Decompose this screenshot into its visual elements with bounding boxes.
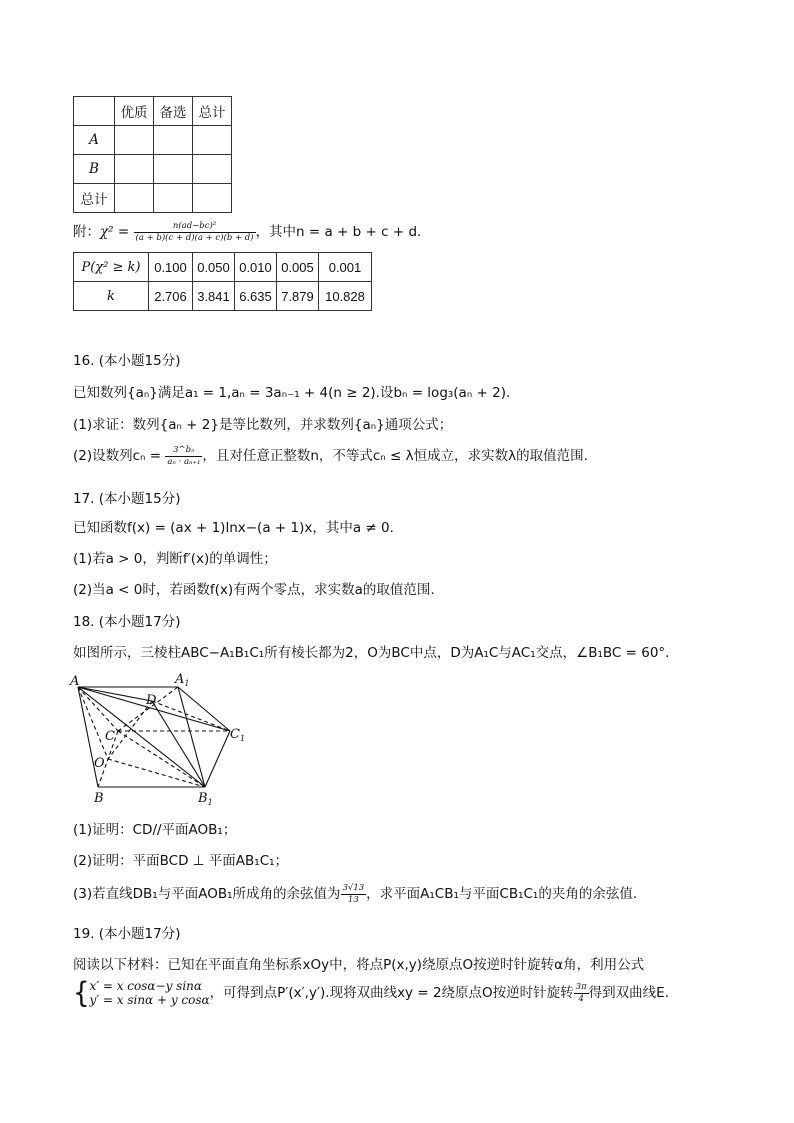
table-cell <box>115 126 154 155</box>
hidden-DC1 <box>152 701 230 731</box>
table-cell: B <box>74 155 115 184</box>
table-cell: 7.879 <box>277 282 319 311</box>
table-cell: 备选 <box>154 97 193 126</box>
table-cell <box>115 155 154 184</box>
edge-AB <box>78 687 98 787</box>
rotation-system <box>90 979 210 1007</box>
label-A1: $A_1$ <box>175 672 190 688</box>
edge-A1C1 <box>178 687 230 731</box>
table-cell <box>154 184 193 213</box>
segment-AB1 <box>78 687 205 787</box>
q19-fraction <box>574 982 589 1005</box>
table-cell: 0.010 <box>235 253 277 282</box>
table-row <box>74 155 232 184</box>
table-cell: 总计 <box>74 184 115 213</box>
table-cell <box>193 126 232 155</box>
q18-fraction <box>341 883 367 906</box>
table-cell <box>154 126 193 155</box>
fraction-numerator: n(ad−bc)² <box>134 221 256 233</box>
chi-square-lhs: χ² = <box>100 224 130 240</box>
table-cell <box>74 97 115 126</box>
q19-stem: 阅读以下材料：已知在平面直角坐标系xOy中，将点P(x,y)绕原点O按逆时针旋转α角，利用公式 <box>73 957 645 973</box>
brace-icon: { <box>73 976 90 1010</box>
q16-part2-suffix: ，且对任意正整数n，不等式cₙ ≤ λ恒成立，求实数λ的取值范围. <box>202 448 588 464</box>
table-cell: 10.828 <box>319 282 372 311</box>
label-D: D <box>146 693 157 708</box>
label-B: B <box>94 791 104 806</box>
contingency-table <box>73 96 232 213</box>
table-cell: 0.050 <box>193 253 235 282</box>
table-cell: 总计 <box>193 97 232 126</box>
q18-header: 18. (本小题17分) <box>73 614 181 630</box>
appendix-formula <box>73 220 421 244</box>
q19-tail-prefix: ，可得到点P′(x′,y′).现将双曲线xy = 2绕原点O按逆时针旋转 <box>209 985 574 1001</box>
q19-formula <box>73 976 669 1010</box>
q18-part3-prefix: (3)若直线DB₁与平面AOB₁所成角的余弦值为 <box>73 886 341 902</box>
prism-figure <box>68 668 258 810</box>
label-O: O <box>94 756 105 771</box>
segment-DB1 <box>152 701 205 787</box>
label-A: A <box>70 674 80 689</box>
hidden-AO <box>78 687 108 759</box>
q16-part2-prefix: (2)设数列cₙ = <box>73 448 162 464</box>
table-row <box>74 282 372 311</box>
q16-header: 16. (本小题15分) <box>73 353 181 369</box>
q19-tail-suffix: 得到双曲线E. <box>588 985 669 1001</box>
q18-stem: 如图所示，三棱柱ABC−A₁B₁C₁所有棱长都为2，O为BC中点，D为A₁C与AC₁交点，∠B₁BC = 60°. <box>73 645 670 661</box>
q16-part2 <box>73 444 588 468</box>
table-cell <box>154 155 193 184</box>
q18-part1: (1)证明：CD//平面AOB₁； <box>73 822 237 838</box>
table-cell: A <box>74 126 115 155</box>
fraction-numerator: 3^bₙ <box>165 445 202 457</box>
label-C: C <box>105 729 115 744</box>
q18-part3-suffix: ，求平面A₁CB₁与平面CB₁C₁的夹角的余弦值. <box>366 886 638 902</box>
fraction-numerator: 3π <box>575 981 587 992</box>
critical-value-table <box>73 252 372 311</box>
edge-C1B1 <box>205 731 230 787</box>
q16-stem: 已知数列{aₙ}满足a₁ = 1,aₙ = 3aₙ₋₁ + 4(n ≥ 2).设bₙ = log₃(aₙ + 2). <box>73 385 511 401</box>
table-cell: 0.100 <box>149 253 193 282</box>
fraction-denominator: 4 <box>578 993 584 1004</box>
edge-A1B1 <box>178 687 205 787</box>
table-cell: k <box>74 282 149 311</box>
table-cell: P(χ² ≥ k) <box>74 253 149 282</box>
table-cell <box>115 184 154 213</box>
fraction-denominator: 13 <box>347 894 359 905</box>
table-cell: 3.841 <box>193 282 235 311</box>
q18-part2: (2)证明：平面BCD ⊥ 平面AB₁C₁； <box>73 853 289 869</box>
q16-fraction <box>165 445 202 468</box>
rotation-eq2: y′ = x sinα + y cosα <box>89 993 210 1007</box>
q19-header: 19. (本小题17分) <box>73 926 181 942</box>
fraction-denominator: (a + b)(c + d)(a + c)(b + d) <box>135 232 254 243</box>
table-cell: 0.005 <box>277 253 319 282</box>
appendix-tail: ，其中n = a + b + c + d. <box>255 224 422 240</box>
table-header-row <box>74 97 232 126</box>
rotation-eq1: x′ = x cosα−y sinα <box>89 979 202 993</box>
q17-part1: (1)若a > 0，判断f′(x)的单调性； <box>73 551 277 567</box>
q16-part1: (1)求证：数列{aₙ + 2}是等比数列，并求数列{aₙ}通项公式； <box>73 417 453 433</box>
table-cell: 2.706 <box>149 282 193 311</box>
table-cell <box>193 155 232 184</box>
q17-part2: (2)当a < 0时，若函数f(x)有两个零点，求实数a的取值范围. <box>73 582 435 598</box>
label-C1: $C_1$ <box>230 727 246 743</box>
label-B1: $B_1$ <box>198 791 213 807</box>
table-row <box>74 126 232 155</box>
appendix-label: 附： <box>73 224 100 240</box>
table-row <box>74 184 232 213</box>
fraction-denominator: aₙ · aₙ₊₁ <box>167 456 201 467</box>
q17-stem: 已知函数f(x) = (ax + 1)lnx−(a + 1)x，其中a ≠ 0. <box>73 520 394 536</box>
q18-part3 <box>73 882 637 906</box>
table-cell: 优质 <box>115 97 154 126</box>
q17-header: 17. (本小题15分) <box>73 491 181 507</box>
table-row <box>74 253 372 282</box>
table-cell: 6.635 <box>235 282 277 311</box>
table-cell <box>193 184 232 213</box>
chi-square-fraction <box>134 221 256 244</box>
fraction-numerator: 3√13 <box>342 882 365 893</box>
table-cell: 0.001 <box>319 253 372 282</box>
